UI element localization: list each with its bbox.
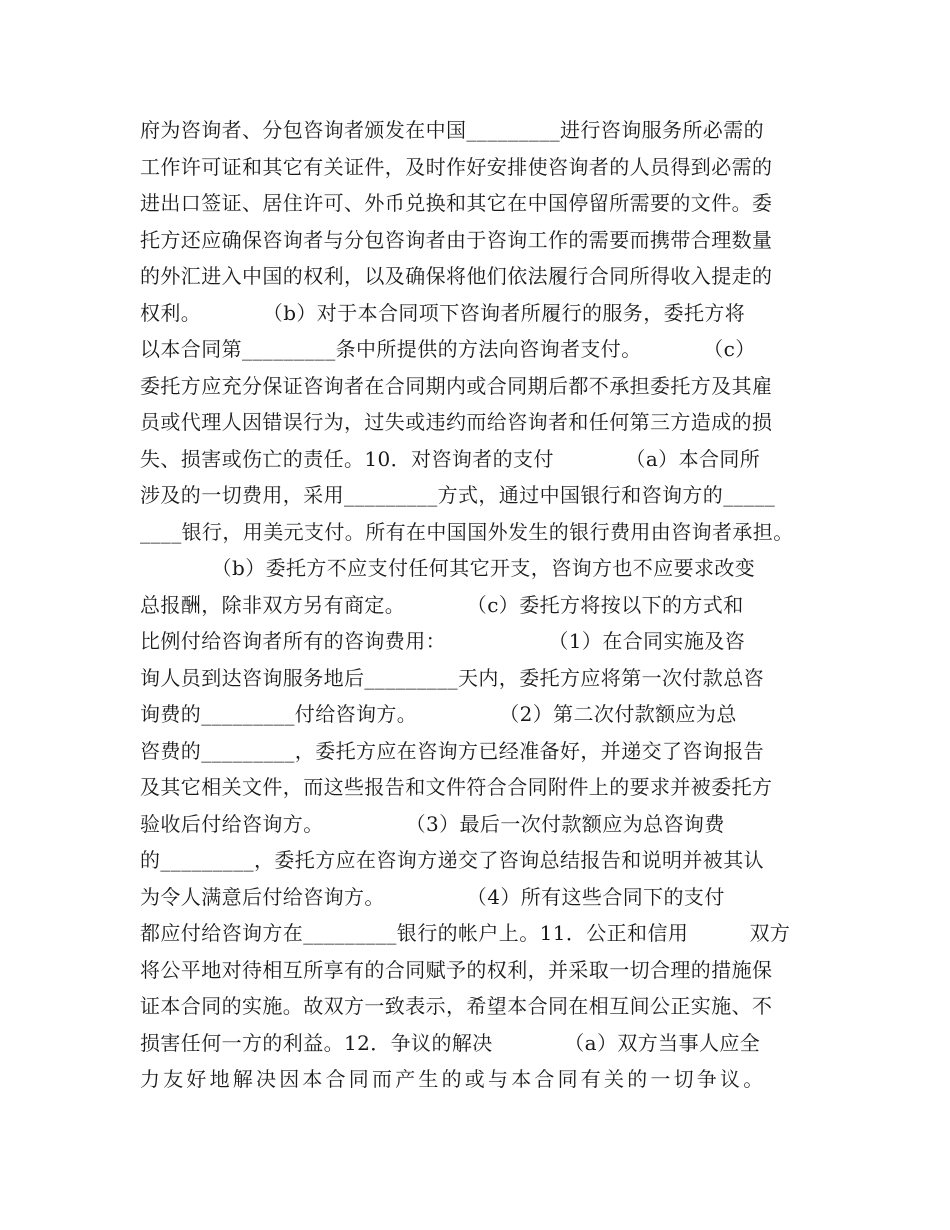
text-line: 权利。 （b）对于本合同项下咨询者所履行的服务，委托方将	[140, 300, 746, 325]
text-line: 的外汇进入中国的权利，以及确保将他们依法履行合同所得收入提走的	[140, 264, 773, 288]
text-line: 总报酬，除非双方另有商定。 （c）委托方将按以下的方式和	[140, 592, 744, 617]
text-line: 工作许可证和其它有关证件，及时作好安排使咨询者的人员得到必需的	[140, 154, 773, 179]
text-line: 损害任何一方的利益。12．争议的解决 （a）双方当事人应全	[140, 1030, 761, 1055]
text-line: （b）委托方不应支付任何其它开支，咨询方也不应要求改变	[140, 556, 756, 580]
text-line: 询费的_________付给咨询方。 （2）第二次付款额应为总	[140, 702, 737, 726]
text-line: 咨费的_________，委托方应在咨询方已经准备好，并递交了咨询报告	[140, 738, 764, 763]
text-line: 及其它相关文件，而这些报告和文件符合合同附件上的要求并被委托方	[140, 775, 773, 799]
text-line: ____银行，用美元支付。所有在中国国外发生的银行费用由咨询者承担。	[140, 519, 794, 544]
text-line: 询人员到达咨询服务地后_________天内，委托方应将第一次付款总咨	[140, 665, 764, 690]
text-line: 失、损害或伤亡的责任。10．对咨询者的支付 （a）本合同所	[140, 446, 761, 471]
text-line: 员或代理人因错误行为，过失或违约而给咨询者和任何第三方造成的损	[140, 410, 773, 434]
text-line: 证本合同的实施。故双方一致表示，希望本合同在相互间公正实施、不	[140, 994, 773, 1018]
text-line: 委托方应充分保证咨询者在合同期内或合同期后都不承担委托方及其雇	[140, 373, 773, 398]
text-line: 都应付给咨询方在_________银行的帐户上。11．公正和信用 双方	[140, 921, 791, 945]
text-line: 将公平地对待相互所享有的合同赋予的权利，并采取一切合理的措施保	[140, 957, 773, 982]
text-line: 的_________，委托方应在咨询方递交了咨询总结报告和说明并被其认	[140, 848, 764, 872]
text-line: 以本合同第_________条中所提供的方法向咨询者支付。 （c）	[140, 337, 756, 361]
text-line: 府为咨询者、分包咨询者颁发在中国_________进行咨询服务所必需的	[140, 118, 764, 142]
text-line: 为令人满意后付给咨询方。 （4）所有这些合同下的支付	[140, 884, 725, 909]
text-line: 涉及的一切费用，采用_________方式，通过中国银行和咨询方的_____	[140, 483, 776, 507]
text-line: 进出口签证、居住许可、外币兑换和其它在中国停留所需要的文件。委	[140, 191, 773, 215]
text-line: 比例付给咨询者所有的咨询费用： （1）在合同实施及咨	[140, 629, 746, 653]
text-line: 力友好地解决因本合同而产生的或与本合同有关的一切争议。	[140, 1067, 767, 1091]
text-line: 验收后付给咨询方。 （3）最后一次付款额应为总咨询费	[140, 811, 725, 836]
contract-text	[140, 112, 830, 1098]
text-line: 托方还应确保咨询者与分包咨询者由于咨询工作的需要而携带合理数量	[140, 227, 773, 252]
